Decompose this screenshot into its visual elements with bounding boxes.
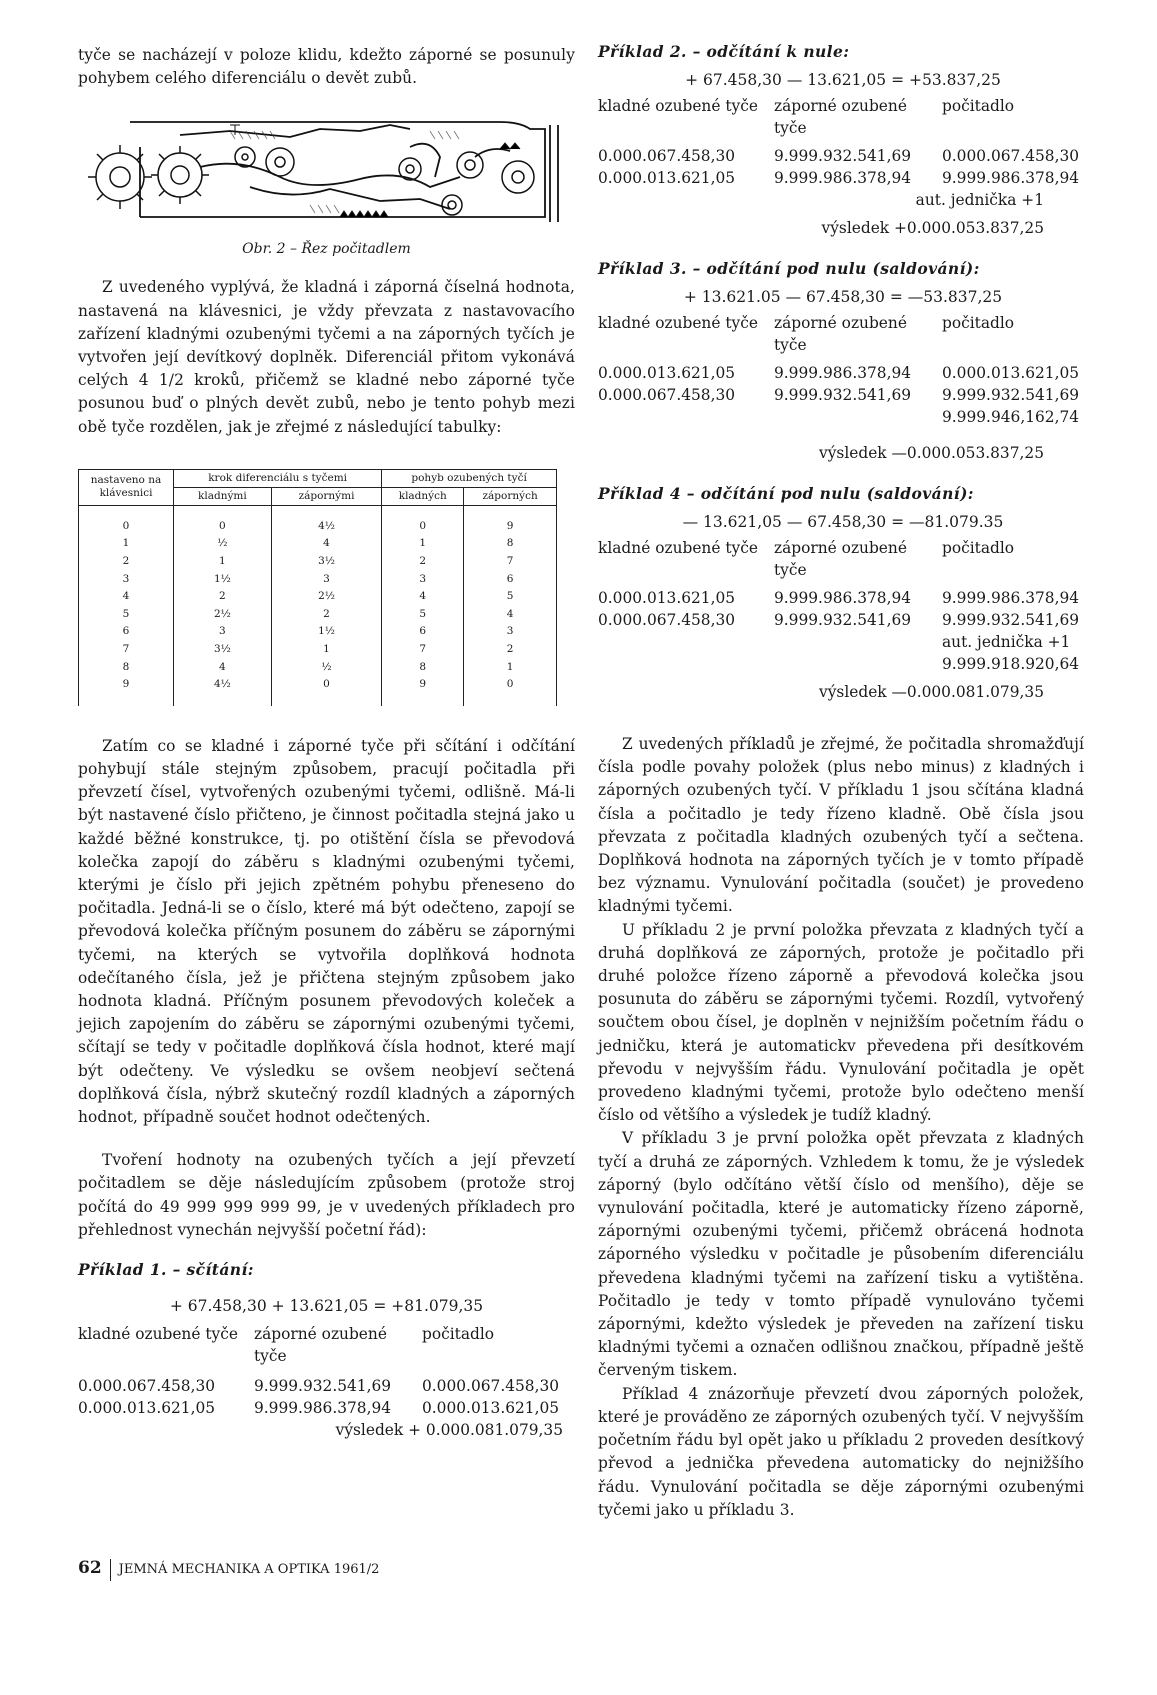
- differential-table: [78, 469, 557, 706]
- right-column: [598, 0, 1088, 1522]
- footer-divider: [110, 1559, 111, 1581]
- figure-caption: Obr. 2 – Řez počitadlem: [242, 241, 411, 258]
- ex4-cell: 9.999.986.378,94: [942, 589, 1080, 607]
- table-cell: 4½: [271, 505, 381, 535]
- ex1-cell: 0.000.013.621,05: [422, 1399, 560, 1418]
- example-1-equation: + 67.458,30 + 13.621,05 = +81.079,35: [169, 1297, 484, 1316]
- paragraph-6: V příkladu 3 je první položka opět převzata z kladných tyčí a druhá ze záporných. Vzhledem k tomu, že je výsledek záporný (bylo odčítáno větší číslo od menšího), děje se vynulování počitadla, které je automaticky řízeno záporně, zápornými ozubenými tyčemi, přičemž obrácená hodnota záporného výsledku v počitadle je působením diferenciálu převedena kladnými tyčemi na zařízení tisku a vytištěna. Počitadlo je tedy v tomto případě vynulováno tyčemi zápornými, kdežto výsledek je převeden na zařízení tisku kladnými tyčemi a označen odlišnou značkou, případně ještě červeným tiskem.: [598, 1129, 1084, 1380]
- table-row: [598, 145, 1088, 167]
- th-kladnymi: kladnými: [174, 487, 272, 505]
- ex1-cell: 9.999.986.378,94: [254, 1399, 392, 1418]
- left-column: [78, 0, 575, 1441]
- table-row: [79, 571, 557, 589]
- ex4-h2: záporné ozubené tyče: [774, 539, 907, 579]
- table-cell: 7: [382, 641, 464, 659]
- ex2-h2: záporné ozubené tyče: [774, 97, 907, 137]
- th-zapornych: záporných: [464, 487, 557, 505]
- th-nastaveno: nastaveno na klávesnici: [79, 469, 174, 505]
- table-body: [79, 505, 557, 705]
- page-number: 62: [78, 1558, 102, 1578]
- ex2-h3: počitadlo: [942, 97, 1015, 115]
- paragraph-2: Zatím co se kladné i záporné tyče při sčítání i odčítání pohybují stále stejným způsobem, pracují počitadla při převzetí čísel, vytvořených ozubenými tyčemi, odlišně. Má-li být nastavené číslo přičteno, je činnost počitadla stejná jako u každé běžné konstrukce, tj. po otištění čísla se převodová kolečka zapojí do záběru s kladnými ozubenými tyčemi, kterými je číslo při jejich zpětném pohybu přeneseno do počitadla. Jedná-li se o číslo, které má být odečteno, zapojí se převodová kolečka příčným posunem do záběru se zápornými tyčemi, na kterých se vytvořila doplňková hodnota odečítaného čísla, jež je přičtena stejným způsobem jako hodnota kladná. Příčným posunem převodových koleček a jejich zapojením do záběru se zápornými ozubenými tyčemi, sčítají se tedy v počitadle doplňková čísla hodnot, které mají být odečteny. Ve výsledku se ovšem neobjeví sečtená doplňková čísla, nýbrž skutečný rozdíl kladných a záporných hodnot, případně součet hodnot odečtených.: [78, 736, 575, 1127]
- table-cell: 6: [464, 571, 557, 589]
- table-cell: 2½: [271, 588, 381, 606]
- example-4-table: [598, 537, 1088, 703]
- table-cell: 4: [271, 535, 381, 553]
- ex1-result: výsledek + 0.000.081.079,35: [335, 1421, 563, 1440]
- table-cell: 1½: [174, 571, 272, 589]
- th-zapornymi: zápornými: [271, 487, 381, 505]
- ex4-cell: 0.000.067.458,30: [598, 611, 736, 629]
- ex3-h2: záporné ozubené tyče: [774, 314, 907, 354]
- ex1-cell: 0.000.067.458,30: [78, 1377, 216, 1396]
- ex4-h1: kladné ozubené tyče: [598, 539, 758, 557]
- table-cell: 8: [382, 659, 464, 677]
- ex2-h1: kladné ozubené tyče: [598, 97, 758, 115]
- paragraph-4: Z uvedených příkladů je zřejmé, že počitadla shromažďují čísla podle povahy položek (plus nebo minus) z kladných i záporných ozubených tyčí. V příkladu 1 jsou sčítána kladná čísla a počitadlo je tedy řízeno kladně. Obě čísla jsou převzata z počitadla kladných ozubených tyčí a sečtena. Doplňková hodnota na záporných tyčích je v tomto případě bez významu. Vynulování počitadla (součet) je provedeno kladnými tyčemi.: [598, 735, 1084, 916]
- table-cell: 4: [382, 588, 464, 606]
- table-cell: 7: [464, 553, 557, 571]
- table-cell: 0: [271, 676, 381, 706]
- table-cell: 2: [79, 553, 174, 571]
- table-cell: 0: [79, 505, 174, 535]
- table-cell: 1: [79, 535, 174, 553]
- ex3-cell: 9.999.932.541,69: [942, 386, 1080, 404]
- table-cell: 5: [382, 606, 464, 624]
- th-kladnych: kladných: [382, 487, 464, 505]
- table-cell: 9: [79, 676, 174, 706]
- mechanism-figure: [80, 117, 572, 235]
- ex3-h3: počitadlo: [942, 314, 1015, 332]
- gear-left: [88, 145, 152, 209]
- example-4-title: Příklad 4 – odčítání pod nulu (saldování):: [598, 484, 974, 503]
- ex4-extra-2: 9.999.918.920,64: [942, 655, 1080, 673]
- ex3-extra: 9.999.946,162,74: [942, 408, 1080, 426]
- ex4-cell: 9.999.932.541,69: [942, 611, 1080, 629]
- table-cell: 4: [464, 606, 557, 624]
- table-cell: 9: [464, 505, 557, 535]
- table-cell: 8: [464, 535, 557, 553]
- ex3-cell: 0.000.067.458,30: [598, 386, 736, 404]
- table-row: [79, 588, 557, 606]
- table-row: [79, 641, 557, 659]
- ex2-cell: 0.000.013.621,05: [598, 169, 736, 187]
- table-cell: 3½: [174, 641, 272, 659]
- table-cell: 5: [464, 588, 557, 606]
- table-cell: 0: [382, 505, 464, 535]
- table-cell: 3: [79, 571, 174, 589]
- table-cell: 3½: [271, 553, 381, 571]
- table-row: [79, 505, 557, 535]
- paragraph-3: Tvoření hodnoty na ozubených tyčích a její převzetí počitadlem se děje následujícím způsobem (protože stroj počítá do 49 999 999 999 99, je v uvedených příkladech pro přehlednost vynechán nejvyšší početní řád):: [78, 1151, 575, 1239]
- table-row: [79, 659, 557, 677]
- table-cell: ½: [174, 535, 272, 553]
- ex2-cell: 0.000.067.458,30: [598, 147, 736, 165]
- ex4-cell: 9.999.986.378,94: [774, 589, 912, 607]
- ex4-cell: 0.000.013.621,05: [598, 589, 736, 607]
- table-cell: 6: [382, 623, 464, 641]
- table-cell: 4: [79, 588, 174, 606]
- ex1-cell: 0.000.013.621,05: [78, 1399, 216, 1418]
- page-footer: [78, 1558, 379, 1581]
- ex3-h1: kladné ozubené tyče: [598, 314, 758, 332]
- table-row: [79, 553, 557, 571]
- table-cell: 0: [464, 676, 557, 706]
- example-1-table: [78, 1323, 575, 1441]
- example-2-equation: + 67.458,30 — 13.621,05 = +53.837,25: [685, 71, 1001, 89]
- ex2-cell: 0.000.067.458,30: [942, 147, 1080, 165]
- intro-paragraph: tyče se nacházejí v poloze klidu, kdežto záporné se posunuly pohybem celého diferenciálu o devět zubů.: [78, 46, 575, 88]
- ex1-cell: 9.999.932.541,69: [254, 1377, 392, 1396]
- journal-name: JEMNÁ MECHANIKA A OPTIKA 1961/2: [118, 1562, 380, 1577]
- table-row: [598, 587, 1088, 609]
- table-cell: 1: [464, 659, 557, 677]
- table-row: [79, 535, 557, 553]
- table-row: [598, 362, 1088, 384]
- table-cell: 1: [271, 641, 381, 659]
- ex4-cell: 9.999.932.541,69: [774, 611, 912, 629]
- table-cell: 2: [174, 588, 272, 606]
- table-cell: 4: [174, 659, 272, 677]
- table-cell: 3: [382, 571, 464, 589]
- table-cell: 6: [79, 623, 174, 641]
- table-cell: 3: [464, 623, 557, 641]
- table-cell: 1: [174, 553, 272, 571]
- table-row: [79, 623, 557, 641]
- table-cell: 9: [382, 676, 464, 706]
- ex4-result: výsledek —0.000.081.079,35: [819, 683, 1044, 701]
- ex4-extra-1: aut. jednička +1: [942, 633, 1071, 651]
- table-cell: 2: [464, 641, 557, 659]
- paragraph-1: Z uvedeného vyplývá, že kladná i záporná číselná hodnota, nastavená na klávesnici, je vždy převzata z nastavovacího zařízení kladnými ozubenými tyčemi a na záporných tyčích je vytvořen její devítkový doplněk. Diferenciál přitom vykonává celých 4 1/2 kroků, přičemž se kladné nebo záporné tyče posunou buď o plných devět zubů, nebo je tento pohyb mezi obě tyče rozdělen, jak je zřejmé z následující tabulky:: [78, 278, 575, 436]
- ex1-h1: kladné ozubené tyče: [78, 1325, 238, 1344]
- ex1-h3: počitadlo: [422, 1325, 495, 1344]
- table-cell: 7: [79, 641, 174, 659]
- ex2-cell: 9.999.986.378,94: [942, 169, 1080, 187]
- table-cell: 3: [174, 623, 272, 641]
- ex4-h3: počitadlo: [942, 539, 1015, 557]
- table-row: [78, 1397, 575, 1419]
- th-pohyb: pohyb ozubených tyčí: [382, 469, 557, 487]
- gear-center: [151, 146, 209, 204]
- example-3-title: Příklad 3. – odčítání pod nulu (saldování):: [598, 259, 980, 278]
- ex1-h2: záporné ozubené tyče: [254, 1325, 387, 1366]
- example-1-title: Příklad 1. – sčítání:: [78, 1260, 254, 1280]
- ex3-result: výsledek —0.000.053.837,25: [819, 444, 1044, 462]
- ex2-extra: aut. jednička +1: [915, 191, 1044, 209]
- table-cell: 0: [174, 505, 272, 535]
- table-cell: 4½: [174, 676, 272, 706]
- example-3-equation: + 13.621.05 — 67.458,30 = —53.837,25: [683, 288, 1003, 306]
- table-row: [598, 384, 1088, 406]
- ex3-cell: 9.999.932.541,69: [774, 386, 912, 404]
- ex2-cell: 9.999.932.541,69: [774, 147, 912, 165]
- th-krok: krok diferenciálu s tyčemi: [174, 469, 382, 487]
- paragraph-5: U příkladu 2 je první položka převzata z kladných tyčí a druhá doplňková ze záporných, protože je počitadlo při druhé položce řízeno záporně a převodová kolečka jsou posunuta do záběru se zápornými tyčemi. Rozdíl, vytvořený součtem obou čísel, je doplněn v nejnižším početním řádu o jedničku, která je automatickv převedena při desítkovém převodu v nejvyšším řádu. Vynulování počitadla je opět provedeno kladnými tyčemi, protože bylo odečteno menší číslo od většího a výsledek je tudíž kladný.: [598, 920, 1084, 1125]
- example-2-table: [598, 95, 1088, 239]
- example-2-title: Příklad 2. – odčítání k nule:: [598, 42, 850, 61]
- table-cell: 3: [271, 571, 381, 589]
- mechanism-drawing: [80, 117, 572, 235]
- table-cell: 5: [79, 606, 174, 624]
- ex3-cell: 9.999.986.378,94: [774, 364, 912, 382]
- table-row: [598, 609, 1088, 631]
- table-cell: 1½: [271, 623, 381, 641]
- table-cell: 1: [382, 535, 464, 553]
- ex2-cell: 9.999.986.378,94: [774, 169, 912, 187]
- ex3-cell: 0.000.013.621,05: [598, 364, 736, 382]
- table-cell: 2: [271, 606, 381, 624]
- example-4-equation: — 13.621,05 — 67.458,30 = —81.079.35: [682, 513, 1004, 531]
- table-cell: 8: [79, 659, 174, 677]
- table-row: [79, 606, 557, 624]
- ex2-result: výsledek +0.000.053.837,25: [821, 219, 1044, 237]
- table-row: [78, 1375, 575, 1397]
- ex1-cell: 0.000.067.458,30: [422, 1377, 560, 1396]
- table-row: [79, 676, 557, 706]
- table-cell: ½: [271, 659, 381, 677]
- table-cell: 2½: [174, 606, 272, 624]
- table-row: [598, 167, 1088, 189]
- ex3-cell: 0.000.013.621,05: [942, 364, 1080, 382]
- example-3-table: [598, 312, 1088, 464]
- table-cell: 2: [382, 553, 464, 571]
- paragraph-7: Příklad 4 znázorňuje převzetí dvou záporných položek, které je prováděno ze záporných ozubených tyčí. V nejvyšším početním řádu byl opět jako u příkladu 2 proveden desítkový převod a jednička převedena automaticky do nejnižšího řádu. Vynulování počitadla se děje zápornými ozubenými tyčemi jako u příkladu 3.: [598, 1384, 1084, 1519]
